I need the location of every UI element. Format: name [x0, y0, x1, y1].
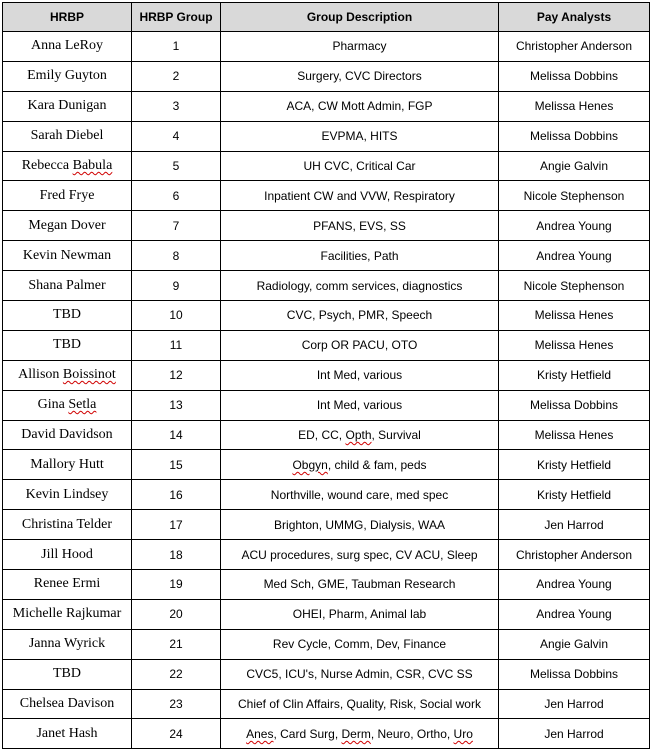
- group-description-cell: Northville, wound care, med spec: [221, 480, 499, 510]
- hrbp-name-cell: Kara Dunigan: [3, 91, 132, 121]
- hrbp-group-cell: 21: [132, 629, 221, 659]
- pay-analyst-cell: Kristy Hetfield: [499, 450, 650, 480]
- table-row: [3, 570, 650, 600]
- pay-analyst-cell: Andrea Young: [499, 241, 650, 271]
- hrbp-group-cell: 17: [132, 510, 221, 540]
- hrbp-name-cell: David Davidson: [3, 420, 132, 450]
- pay-analyst-cell: Melissa Henes: [499, 91, 650, 121]
- group-description-cell: CVC, Psych, PMR, Speech: [221, 301, 499, 331]
- group-description-cell: Chief of Clin Affairs, Quality, Risk, Social work: [221, 689, 499, 719]
- table-row: [3, 301, 650, 331]
- group-description-cell: Rev Cycle, Comm, Dev, Finance: [221, 629, 499, 659]
- pay-analyst-cell: Melissa Henes: [499, 330, 650, 360]
- hrbp-group-cell: 23: [132, 689, 221, 719]
- pay-analyst-cell: Nicole Stephenson: [499, 271, 650, 301]
- table-row: [3, 151, 650, 181]
- pay-analyst-cell: Angie Galvin: [499, 629, 650, 659]
- table-row: [3, 121, 650, 151]
- group-description-cell: Brighton, UMMG, Dialysis, WAA: [221, 510, 499, 540]
- table-row: [3, 480, 650, 510]
- hrbp-group-cell: 12: [132, 360, 221, 390]
- table-row: [3, 540, 650, 570]
- pay-analyst-cell: Nicole Stephenson: [499, 181, 650, 211]
- table-row: [3, 271, 650, 301]
- group-description-cell: OHEI, Pharm, Animal lab: [221, 599, 499, 629]
- group-description-cell: Facilities, Path: [221, 241, 499, 271]
- header-pay-analysts: Pay Analysts: [499, 3, 650, 32]
- group-description-cell: Anes, Card Surg, Derm, Neuro, Ortho, Uro: [221, 719, 499, 749]
- hrbp-group-cell: 2: [132, 61, 221, 91]
- table-row: [3, 450, 650, 480]
- hrbp-group-cell: 7: [132, 211, 221, 241]
- hrbp-group-cell: 3: [132, 91, 221, 121]
- hrbp-name-cell: TBD: [3, 659, 132, 689]
- pay-analyst-cell: Christopher Anderson: [499, 32, 650, 62]
- hrbp-name-cell: Rebecca Babula: [3, 151, 132, 181]
- hrbp-group-cell: 19: [132, 570, 221, 600]
- hrbp-group-cell: 16: [132, 480, 221, 510]
- hrbp-group-cell: 20: [132, 599, 221, 629]
- hrbp-group-cell: 15: [132, 450, 221, 480]
- table-row: [3, 330, 650, 360]
- pay-analyst-cell: Kristy Hetfield: [499, 480, 650, 510]
- hrbp-name-cell: Christina Telder: [3, 510, 132, 540]
- hrbp-name-cell: Chelsea Davison: [3, 689, 132, 719]
- hrbp-group-cell: 11: [132, 330, 221, 360]
- table-row: [3, 241, 650, 271]
- table-row: [3, 510, 650, 540]
- table-row: [3, 719, 650, 749]
- header-group-description: Group Description: [221, 3, 499, 32]
- pay-analyst-cell: Melissa Henes: [499, 301, 650, 331]
- hrbp-name-cell: Mallory Hutt: [3, 450, 132, 480]
- hrbp-group-cell: 8: [132, 241, 221, 271]
- table-row: [3, 61, 650, 91]
- table-row: [3, 91, 650, 121]
- pay-analyst-cell: Melissa Dobbins: [499, 659, 650, 689]
- table-row: [3, 211, 650, 241]
- hrbp-name-cell: Michelle Rajkumar: [3, 599, 132, 629]
- hrbp-name-cell: Gina Setla: [3, 390, 132, 420]
- group-description-cell: Int Med, various: [221, 360, 499, 390]
- pay-analyst-cell: Christopher Anderson: [499, 540, 650, 570]
- hrbp-name-cell: Kevin Newman: [3, 241, 132, 271]
- table-row: [3, 659, 650, 689]
- hrbp-name-cell: TBD: [3, 330, 132, 360]
- pay-analyst-cell: Jen Harrod: [499, 689, 650, 719]
- group-description-cell: Int Med, various: [221, 390, 499, 420]
- hrbp-group-cell: 13: [132, 390, 221, 420]
- hrbp-name-cell: Jill Hood: [3, 540, 132, 570]
- group-description-cell: Corp OR PACU, OTO: [221, 330, 499, 360]
- hrbp-group-cell: 18: [132, 540, 221, 570]
- group-description-cell: ED, CC, Opth, Survival: [221, 420, 499, 450]
- group-description-cell: Radiology, comm services, diagnostics: [221, 271, 499, 301]
- group-description-cell: Pharmacy: [221, 32, 499, 62]
- hrbp-group-cell: 22: [132, 659, 221, 689]
- hrbp-name-cell: Emily Guyton: [3, 61, 132, 91]
- pay-analyst-cell: Melissa Dobbins: [499, 390, 650, 420]
- hrbp-assignment-table: [2, 2, 650, 749]
- table-row: [3, 360, 650, 390]
- hrbp-group-cell: 1: [132, 32, 221, 62]
- hrbp-name-cell: Allison Boissinot: [3, 360, 132, 390]
- hrbp-group-cell: 4: [132, 121, 221, 151]
- group-description-cell: CVC5, ICU's, Nurse Admin, CSR, CVC SS: [221, 659, 499, 689]
- group-description-cell: Surgery, CVC Directors: [221, 61, 499, 91]
- table-row: [3, 629, 650, 659]
- group-description-cell: Obgyn, child & fam, peds: [221, 450, 499, 480]
- hrbp-group-cell: 14: [132, 420, 221, 450]
- hrbp-group-cell: 6: [132, 181, 221, 211]
- table-row: [3, 390, 650, 420]
- hrbp-name-cell: Fred Frye: [3, 181, 132, 211]
- header-row: [3, 3, 650, 32]
- hrbp-name-cell: Shana Palmer: [3, 271, 132, 301]
- pay-analyst-cell: Melissa Henes: [499, 420, 650, 450]
- hrbp-group-cell: 9: [132, 271, 221, 301]
- hrbp-name-cell: Renee Ermi: [3, 570, 132, 600]
- hrbp-group-cell: 5: [132, 151, 221, 181]
- pay-analyst-cell: Angie Galvin: [499, 151, 650, 181]
- table-row: [3, 32, 650, 62]
- group-description-cell: UH CVC, Critical Car: [221, 151, 499, 181]
- group-description-cell: Inpatient CW and VVW, Respiratory: [221, 181, 499, 211]
- hrbp-name-cell: Janet Hash: [3, 719, 132, 749]
- pay-analyst-cell: Andrea Young: [499, 570, 650, 600]
- header-hrbp: HRBP: [3, 3, 132, 32]
- hrbp-name-cell: Kevin Lindsey: [3, 480, 132, 510]
- hrbp-name-cell: TBD: [3, 301, 132, 331]
- hrbp-name-cell: Sarah Diebel: [3, 121, 132, 151]
- pay-analyst-cell: Jen Harrod: [499, 510, 650, 540]
- table-row: [3, 181, 650, 211]
- hrbp-name-cell: Megan Dover: [3, 211, 132, 241]
- table-row: [3, 689, 650, 719]
- group-description-cell: ACU procedures, surg spec, CV ACU, Sleep: [221, 540, 499, 570]
- hrbp-group-cell: 10: [132, 301, 221, 331]
- header-hrbp-group: HRBP Group: [132, 3, 221, 32]
- pay-analyst-cell: Melissa Dobbins: [499, 61, 650, 91]
- pay-analyst-cell: Andrea Young: [499, 211, 650, 241]
- group-description-cell: Med Sch, GME, Taubman Research: [221, 570, 499, 600]
- pay-analyst-cell: Andrea Young: [499, 599, 650, 629]
- pay-analyst-cell: Melissa Dobbins: [499, 121, 650, 151]
- hrbp-name-cell: Anna LeRoy: [3, 32, 132, 62]
- pay-analyst-cell: Jen Harrod: [499, 719, 650, 749]
- hrbp-group-cell: 24: [132, 719, 221, 749]
- group-description-cell: ACA, CW Mott Admin, FGP: [221, 91, 499, 121]
- group-description-cell: EVPMA, HITS: [221, 121, 499, 151]
- table-row: [3, 420, 650, 450]
- hrbp-name-cell: Janna Wyrick: [3, 629, 132, 659]
- group-description-cell: PFANS, EVS, SS: [221, 211, 499, 241]
- table-row: [3, 599, 650, 629]
- table-body: [3, 32, 650, 749]
- pay-analyst-cell: Kristy Hetfield: [499, 360, 650, 390]
